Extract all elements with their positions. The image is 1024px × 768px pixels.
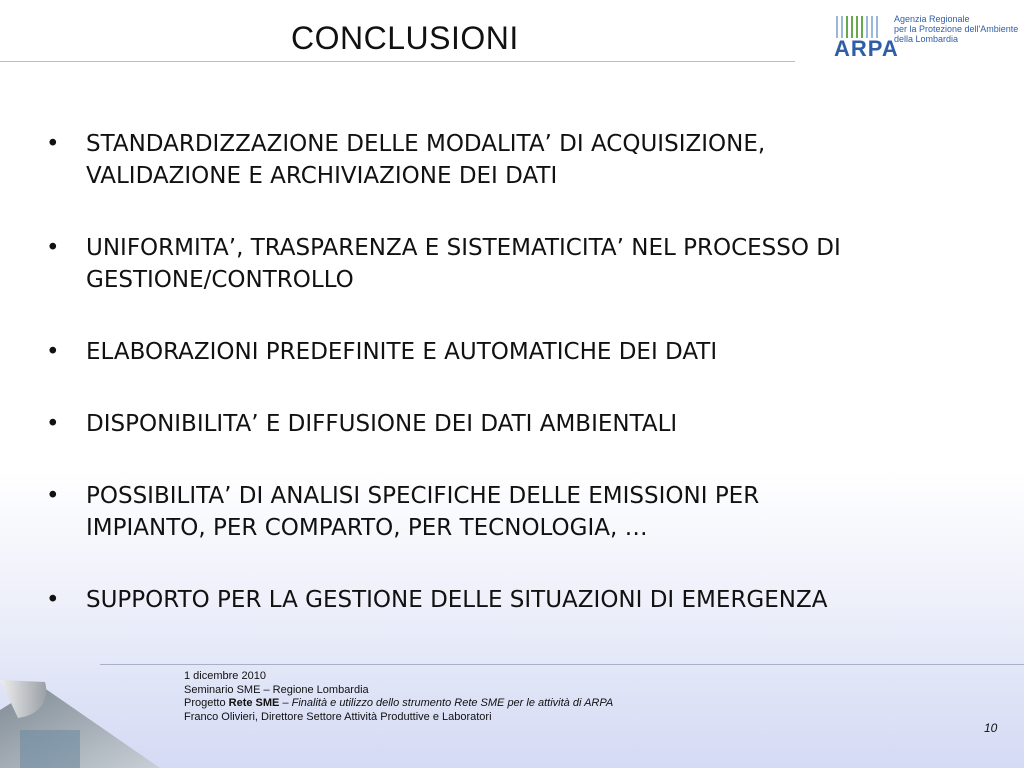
- bullet-item: • STANDARDIZZAZIONE DELLE MODALITA’ DI ACQUISIZIONE, VALIDAZIONE E ARCHIVIAZIONE DEI DATI: [46, 128, 986, 192]
- page-curl-photo: [0, 680, 160, 768]
- logo-agency-text: Agenzia Regionale per la Protezione dell'Ambiente della Lombardia: [894, 14, 1019, 44]
- footer-info: [184, 670, 613, 724]
- logo-wordmark: ARPA: [834, 36, 899, 61]
- footer-date: 1 dicembre 2010: [184, 670, 266, 682]
- arpa-logo: [834, 14, 1024, 64]
- slide-title: CONCLUSIONI: [291, 20, 519, 56]
- footer-seminar: Seminario SME – Regione Lombardia: [184, 683, 369, 696]
- conclusions-list: [46, 128, 986, 656]
- footer-divider: [100, 664, 1024, 665]
- bullet-item: • DISPONIBILITA’ E DIFFUSIONE DEI DATI AMBIENTALI: [46, 408, 986, 440]
- page-number: 10: [984, 721, 998, 735]
- bullet-item: • ELABORAZIONI PREDEFINITE E AUTOMATICHE DEI DATI: [46, 336, 986, 368]
- footer-author: Franco Olivieri, Direttore Settore Attività Produttive e Laboratori: [184, 710, 492, 723]
- bullet-item: • POSSIBILITA’ DI ANALISI SPECIFICHE DELLE EMISSIONI PER IMPIANTO, PER COMPARTO, PER TECNOLOGIA, …: [46, 480, 986, 544]
- bullet-item: • SUPPORTO PER LA GESTIONE DELLE SITUAZIONI DI EMERGENZA: [46, 584, 986, 616]
- logo-bars-icon: [836, 16, 880, 38]
- footer-project: Progetto Rete SME – Finalità e utilizzo dello strumento Rete SME per le attività di ARPA: [184, 697, 614, 709]
- title-divider: [0, 61, 795, 62]
- bullet-item: • UNIFORMITA’, TRASPARENZA E SISTEMATICITA’ NEL PROCESSO DI GESTIONE/CONTROLLO: [46, 232, 986, 296]
